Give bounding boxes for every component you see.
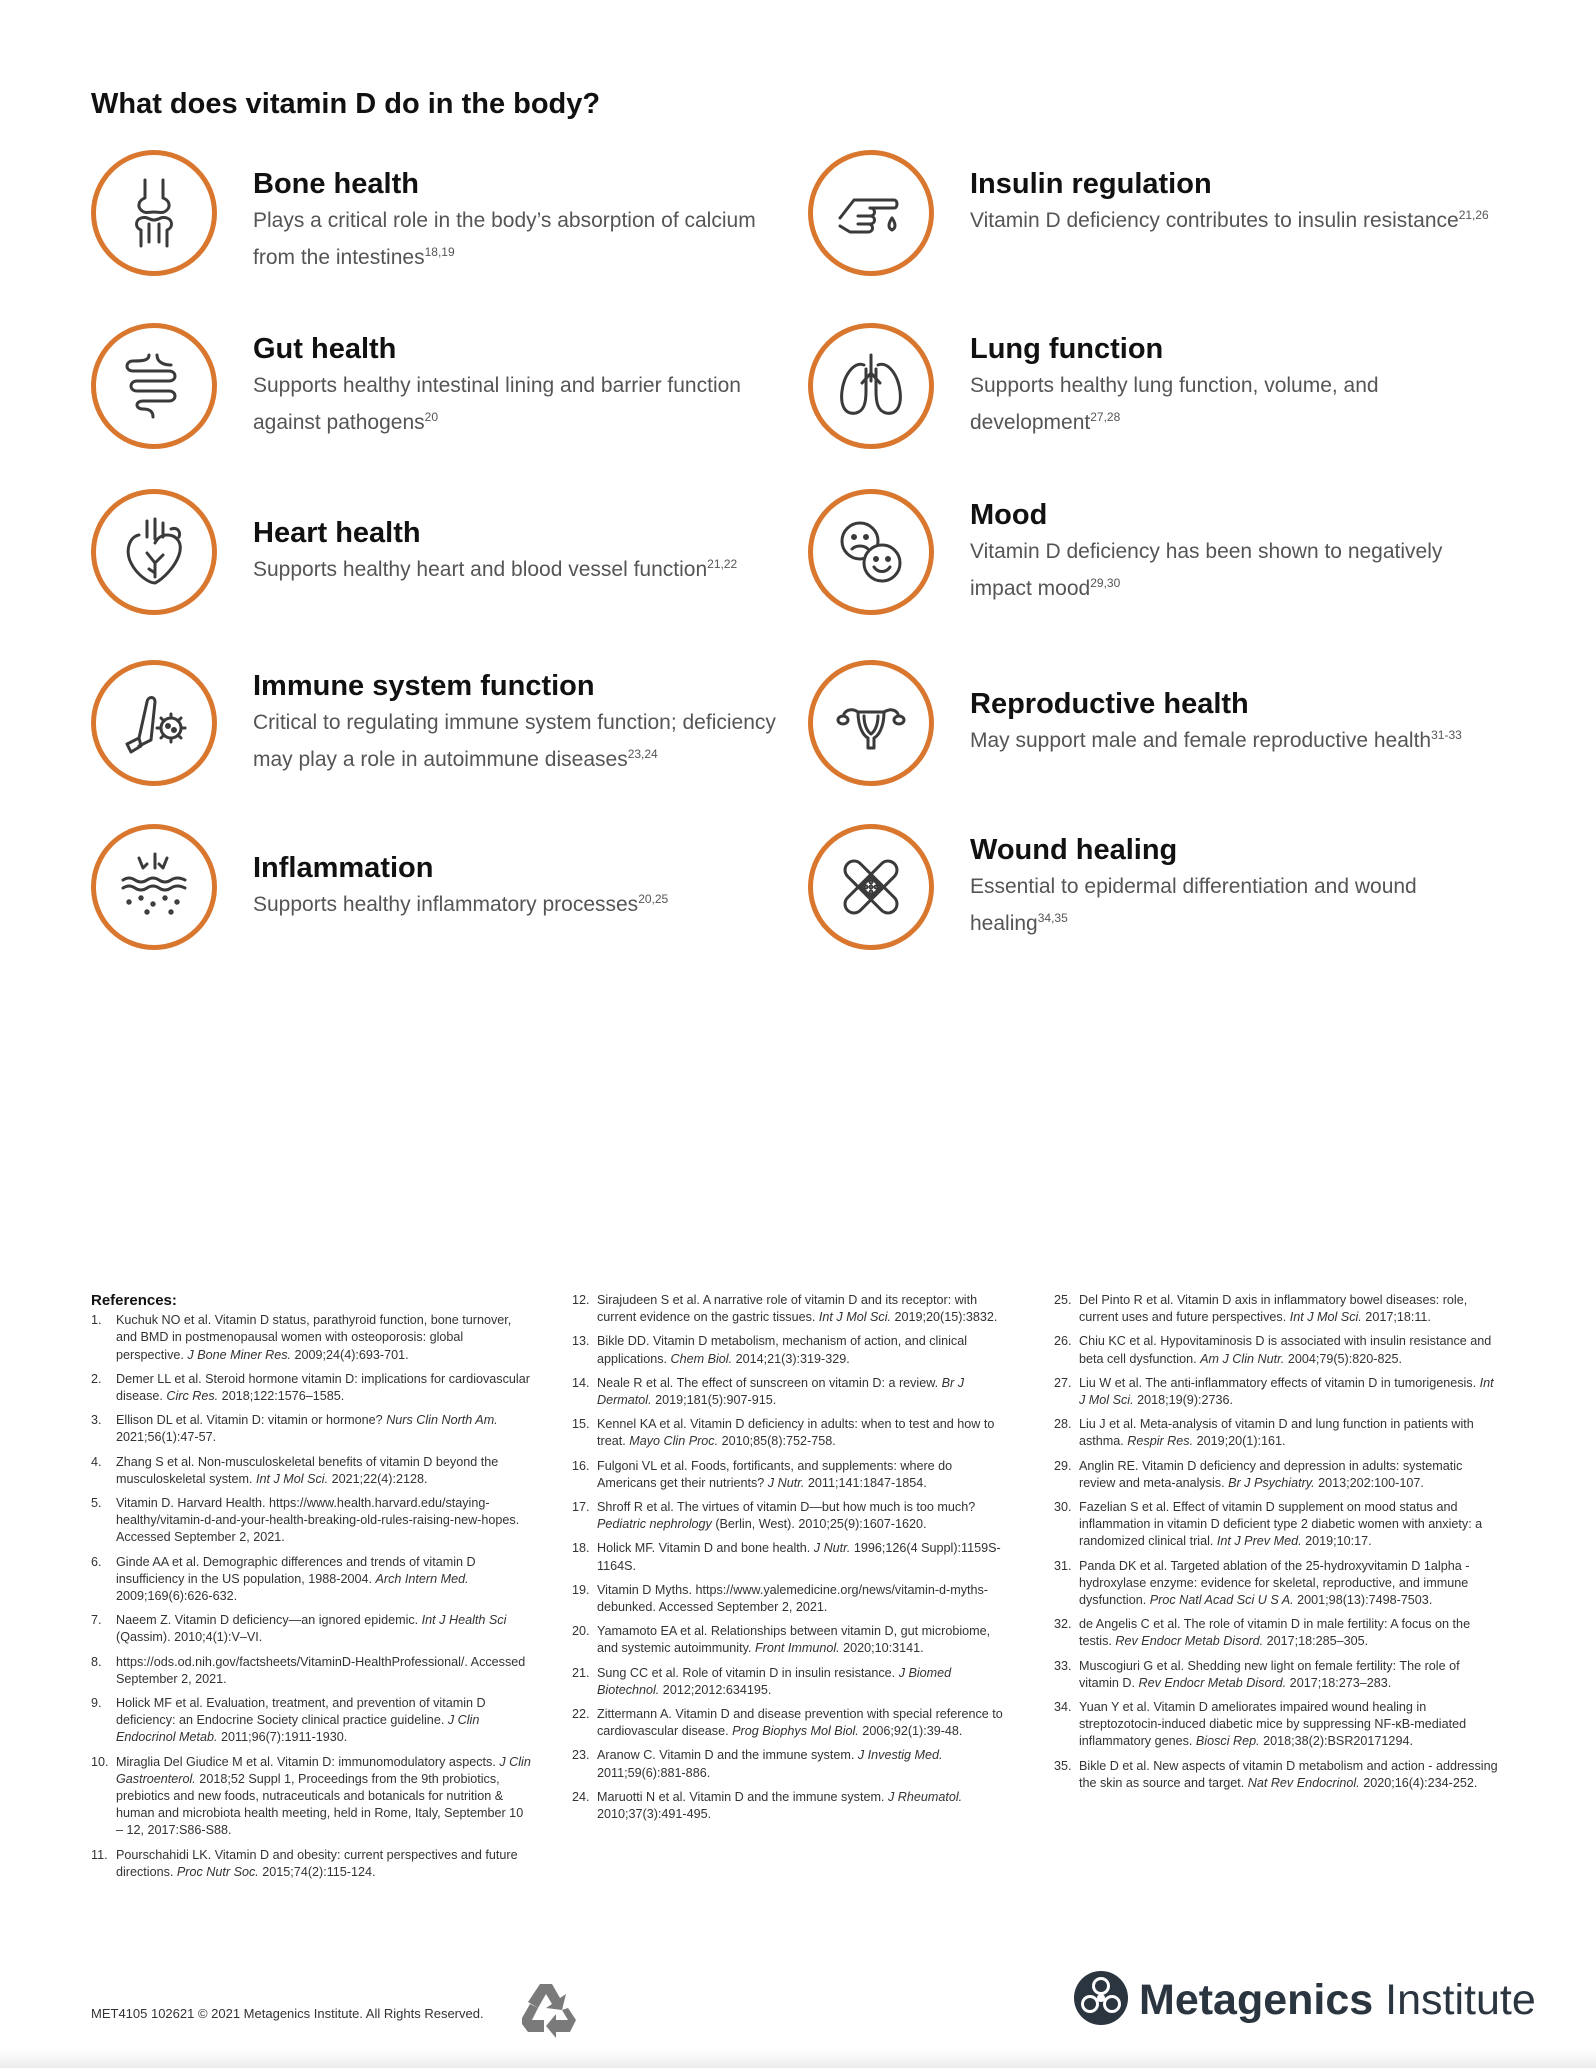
reference-item [572,1375,1012,1409]
reference-citation: 2004;79(5):820-825. [1284,1351,1402,1366]
reference-journal: Proc Nutr Soc. [176,1864,259,1879]
reference-journal: J Nutr. [813,1541,851,1556]
reference-citation: 2020;16(4):234-252. [1359,1775,1478,1790]
reference-text: Yuan Y et al. Vitamin D ameliorates impaired wound healing in streptozotocin-induced diabetic mice by suppressing NF-κB-mediated inflammatory genes. [1079,1700,1467,1749]
reference-journal: Front Immunol. [754,1641,840,1656]
reference-item [91,1754,531,1840]
reference-citation: 2011;141:1847-1854. [804,1475,927,1490]
reference-text: Holick MF. Vitamin D and bone health. [597,1541,814,1556]
heart-icon [91,489,217,615]
reference-journal: J Clin Endocrinol Metab. [116,1713,480,1745]
reference-journal: Br J Dermatol. [597,1375,965,1408]
reference-number: 10. [91,1754,109,1769]
reference-citation: 2010;85(8):752-758. [718,1434,836,1449]
immune-shield-icon [91,660,217,786]
reference-citation: 2009;169(6):626-632. [116,1589,238,1604]
reference-text: Pourschahidi LK. Vitamin D and obesity: current perspectives and future directions. [116,1847,518,1879]
reference-text: Sirajudeen S et al. A narrative role of vitamin D and its receptor: with current evidence on the gastric tissues. [597,1293,978,1325]
reference-text: Chiu KC et al. Hypovitaminosis D is associated with insulin resistance and beta cell dysfunction. [1079,1334,1492,1366]
reference-number: 29. [1054,1458,1072,1473]
reference-number: 28. [1054,1417,1072,1432]
feature-heart-health [91,489,738,629]
feature-description: Vitamin D deficiency has been shown to negatively impact mood$^{29,30}$ [970,540,1443,600]
reference-number: 25. [1054,1293,1072,1307]
reference-item [91,1654,531,1688]
reference-journal: Prog Biophys Mol Biol. [732,1724,859,1739]
reference-number: 35. [1054,1758,1072,1773]
reference-citation: 2020;10:3141. [839,1641,924,1656]
reference-journal: Biosci Rep. [1195,1734,1260,1749]
feature-description: Plays a critical role in the body’s absorption of calcium from the intestines$^{18,19}$ [253,209,756,269]
feature-title: Heart health [253,517,421,549]
feature-description: Supports healthy intestinal lining and barrier function against pathogens$^{20}$ [253,374,741,434]
reference-text: Del Pinto R et al. Vitamin D axis in inflammatory bowel diseases: role, current uses and future perspectives. [1079,1293,1468,1325]
feature-description: Supports healthy heart and blood vessel function$^{21,22}$ [253,557,738,581]
reference-citation: 2021;56(1):47-57. [116,1430,217,1445]
reference-text: Fazelian S et al. Effect of vitamin D supplement on mood status and inflammation in vitamin D deficient type 2 diabetic women with anxiety: a randomized clinical trial. [1079,1500,1483,1549]
reference-number: 15. [572,1417,590,1432]
reference-number: 8. [91,1654,102,1669]
feature-description: Supports healthy lung function, volume, and development$^{27,28}$ [970,374,1379,434]
footer-copyright: MET4105 102621 © 2021 Metagenics Institute. All Rights Reserved. [91,2006,484,2021]
feature-title: Insulin regulation [970,168,1212,200]
reference-text: Zittermann A. Vitamin D and disease prevention with special reference to cardiovascular disease. [597,1707,1003,1739]
reference-journal: Int J Prev Med. [1216,1534,1302,1549]
reference-number: 27. [1054,1375,1072,1390]
reference-journal: Int J Health Sci [421,1613,507,1628]
reference-text: Bikle DD. Vitamin D metabolism, mechanism of action, and clinical applications. [597,1334,968,1366]
feature-reproductive-health [808,660,1462,800]
reference-number: 26. [1054,1334,1072,1349]
reference-text: Aranow C. Vitamin D and the immune system. [597,1748,858,1763]
reference-number: 6. [91,1554,102,1569]
reference-item [572,1582,1012,1616]
feature-lung-function [808,323,1448,463]
reference-number: 24. [572,1789,590,1804]
feature-description: Critical to regulating immune system function; deficiency may play a role in autoimmune diseases$^{23,24}$ [253,711,776,771]
feature-mood [808,489,1448,629]
feature-gut-health [91,323,741,463]
references-title: References: [91,1292,177,1309]
reference-number: 11. [91,1847,108,1862]
reference-journal: J Bone Miner Res. [187,1347,291,1362]
reference-citation: 2001;98(13):7498-7503. [1293,1593,1433,1608]
reference-number: 17. [572,1500,590,1515]
reference-citation: 2018;19(9):2736. [1133,1393,1234,1408]
feature-wound-healing [808,824,1448,964]
reference-journal: J Investig Med. [857,1748,943,1763]
reference-text: Miraglia Del Giudice M et al. Vitamin D: immunomodulatory aspects. [116,1754,500,1769]
feature-title: Immune system function [253,670,595,702]
reference-item [1054,1499,1502,1551]
reference-citation: 2010;37(3):491-495. [597,1807,712,1822]
reference-item [1054,1416,1502,1450]
reference-item [1054,1458,1502,1492]
reference-item [572,1499,1012,1533]
reference-journal: Int J Mol Sci. [818,1310,891,1325]
reference-item [572,1292,1012,1326]
reference-item [91,1412,531,1446]
feature-inflammation [91,824,731,964]
bone-joint-icon [91,150,217,276]
reference-citation: 2019;20(15):3832. [891,1310,998,1325]
reference-item [91,1454,531,1488]
reference-journal: J Rheumatol. [887,1789,963,1804]
reference-journal: Int J Mol Sci. [255,1471,329,1486]
reference-citation: 2021;22(4):2128. [328,1471,428,1486]
reference-text: Naeem Z. Vitamin D deficiency—an ignored epidemic. [116,1613,422,1628]
reference-item [1054,1375,1502,1409]
reference-text: Kennel KA et al. Vitamin D deficiency in adults: when to test and how to treat. [597,1417,995,1449]
reference-citation: 2011;96(7):1911-1930. [217,1730,348,1745]
references-col-2 [572,1292,1012,1830]
reference-journal: Respir Res. [1127,1434,1194,1449]
uterus-icon [808,660,934,786]
reference-text: Yamamoto EA et al. Relationships between vitamin D, gut microbiome, and systemic autoimmunity. [597,1624,991,1656]
reference-number: 19. [572,1582,590,1597]
page-title: What does vitamin D do in the body? [91,88,601,120]
reference-item [1054,1333,1502,1367]
reference-citation: (Qassim). 2010;4(1):V–VI. [116,1630,263,1645]
reference-citation: 2006;92(1):39-48. [858,1724,963,1739]
reference-number: 21. [572,1665,590,1680]
reference-text: Panda DK et al. Targeted ablation of the 25-hydroxyvitamin D 1alpha -hydroxylase enzyme: evidence for skeletal, reproductive, and immune dysfunction. [1079,1558,1470,1608]
reference-text: Ginde AA et al. Demographic differences and trends of vitamin D insufficiency in the US population, 1988-2004. [116,1554,476,1586]
reference-citation: 2015;74(2):115-124. [258,1864,376,1879]
reference-number: 14. [572,1375,590,1390]
reference-text: Neale R et al. The effect of sunscreen on vitamin D: a review. [597,1375,942,1390]
reference-citation: 2011;59(6):881-886. [597,1765,711,1780]
reference-item [1054,1558,1502,1610]
reference-number: 16. [572,1458,590,1473]
reference-text: Bikle D et al. New aspects of vitamin D metabolism and action - addressing the skin as source and target. [1079,1758,1498,1790]
reference-number: 4. [91,1454,102,1469]
finger-prick-icon [808,150,934,276]
reference-text: Vitamin D Myths. https://www.yalemedicine.org/news/vitamin-d-myths-debunked. Accessed September 2, 2021. [597,1582,988,1615]
reference-item [91,1312,531,1364]
reference-number: 12. [572,1293,590,1307]
reference-journal: J Clin Gastroenterol. [116,1754,531,1786]
references-col-3 [1054,1292,1502,1799]
reference-citation: 2018;52 Suppl 1, Proceedings from the 9th probiotics, prebiotics and new foods, nutraceuticals and botanicals for nutrition & human and microbiota health meeting, held in Rome, Italy, September 10 – 12, 2017:S86-S88. [116,1771,524,1838]
reference-citation: 2019;10:17. [1301,1534,1372,1549]
reference-item [1054,1699,1502,1751]
bottom-bar [0,2048,1596,2068]
reference-citation: 2018;122:1576–1585. [218,1389,345,1404]
reference-number: 13. [572,1334,590,1349]
reference-item [91,1371,531,1405]
references-col-1 [91,1292,531,1888]
feature-description: Supports healthy inflammatory processes$^{20,25}$ [253,892,669,916]
reference-text: Demer LL et al. Steroid hormone vitamin D: implications for cardiovascular disease. [116,1371,530,1404]
reference-item [572,1623,1012,1657]
reference-text: Maruotti N et al. Vitamin D and the immune system. [597,1789,888,1804]
reference-journal: Arch Intern Med. [375,1571,469,1586]
feature-description: Essential to epidermal differentiation and wound healing$^{34,35}$ [970,875,1417,935]
reference-item [572,1706,1012,1740]
reference-text: Liu W et al. The anti-inflammatory effects of vitamin D in tumorigenesis. [1079,1375,1480,1390]
reference-journal: Am J Clin Nutr. [1200,1351,1285,1366]
reference-number: 31. [1054,1558,1072,1573]
bandage-icon [808,824,934,950]
reference-text: Shroff R et al. The virtues of vitamin D—but how much is too much? [597,1500,976,1515]
reference-item [572,1540,1012,1574]
reference-text: Anglin RE. Vitamin D deficiency and depression in adults: systematic review and meta-analysis. [1079,1458,1463,1490]
feature-insulin-regulation [808,150,1489,290]
reference-citation: 2017;18:11. [1361,1310,1431,1325]
reference-number: 2. [91,1371,102,1386]
reference-journal: Br J Psychiatry. [1228,1475,1315,1490]
reference-citation: 2019;181(5):907-915. [651,1393,777,1408]
feature-title: Gut health [253,333,397,365]
reference-number: 30. [1054,1500,1072,1515]
reference-text: Zhang S et al. Non-musculoskeletal benefits of vitamin D beyond the musculoskeletal system. [116,1454,499,1486]
reference-journal: Mayo Clin Proc. [629,1434,719,1449]
metagenics-logo [1073,1970,1536,2030]
mood-faces-icon [808,489,934,615]
feature-immune-system [91,660,776,800]
reference-text: Holick MF et al. Evaluation, treatment, and prevention of vitamin D deficiency: an Endocrine Society clinical practice guideline. [116,1696,486,1728]
reference-journal: Proc Natl Acad Sci U S A. [1149,1593,1294,1608]
feature-description: Vitamin D deficiency contributes to insulin resistance$^{21,26}$ [970,208,1489,232]
reference-number: 20. [572,1624,590,1639]
reference-item [572,1416,1012,1450]
feature-title: Mood [970,499,1048,531]
reference-citation: 2013;202:100-107. [1314,1475,1424,1490]
reference-journal: J Biomed Biotechnol. [597,1665,952,1697]
lungs-icon [808,323,934,449]
reference-number: 23. [572,1748,590,1763]
reference-text: Ellison DL et al. Vitamin D: vitamin or hormone? [116,1413,387,1428]
reference-citation: 2012;2012:634195. [659,1682,772,1697]
reference-text: de Angelis C et al. The role of vitamin D in male fertility: A focus on the testis. [1079,1617,1471,1649]
reference-journal: Circ Res. [166,1389,219,1404]
feature-title: Reproductive health [970,688,1249,720]
reference-item [572,1458,1012,1492]
reference-journal: Pediatric nephrology [597,1517,712,1532]
reference-text: Sung CC et al. Role of vitamin D in insulin resistance. [597,1665,899,1680]
reference-number: 33. [1054,1658,1072,1673]
reference-text: Kuchuk NO et al. Vitamin D status, parathyroid function, bone turnover, and BMD in postmenopausal women with osteoporosis: global perspective. [116,1313,512,1362]
feature-bone-health [91,150,756,290]
reference-citation: 1996;126(4 Suppl):1159S-1164S. [597,1541,1001,1573]
reference-citation: 2017;18:273–283. [1286,1675,1392,1690]
reference-journal: Chem Biol. [670,1351,733,1366]
reference-citation: (Berlin, West). 2010;25(9):1607-1620. [711,1517,927,1532]
reference-journal: Rev Endocr Metab Disord. [1115,1634,1264,1649]
reference-citation: 2009;24(4):693-701. [291,1347,409,1362]
reference-text: Liu J et al. Meta-analysis of vitamin D and lung function in patients with asthma. [1079,1417,1474,1449]
reference-text: Muscogiuri G et al. Shedding new light on female fertility: The role of vitamin D. [1079,1658,1460,1690]
reference-journal: Rev Endocr Metab Disord. [1138,1675,1287,1690]
reference-item [91,1847,531,1881]
reference-item [91,1495,531,1547]
reference-item [91,1554,531,1606]
reference-number: 18. [572,1541,590,1556]
reference-item [91,1612,531,1646]
reference-number: 9. [91,1696,102,1711]
reference-text: Fulgoni VL et al. Foods, fortificants, and supplements: where do Americans get their nutrients? [597,1458,953,1490]
reference-item [572,1747,1012,1781]
metagenics-logo-text: Metagenics Institute [1139,1976,1536,2024]
intestine-icon [91,323,217,449]
reference-text: Vitamin D. Harvard Health. https://www.health.harvard.edu/staying-healthy/vitamin-d-and-your-health-breaking-old-rules-raising-new-hopes. Accessed September 2, 2021. [116,1496,520,1545]
reference-item [572,1789,1012,1823]
skin-inflammation-icon [91,824,217,950]
reference-journal: Int J Mol Sci. [1079,1375,1494,1408]
feature-title: Inflammation [253,852,434,884]
reference-number: 5. [91,1496,102,1511]
feature-title: Wound healing [970,834,1178,866]
reference-number: 34. [1054,1700,1072,1715]
reference-citation: 2019;20(1):161. [1193,1434,1286,1449]
reference-journal: Int J Mol Sci. [1289,1310,1362,1325]
reference-item [1054,1758,1502,1792]
recycle-icon [518,1980,580,2038]
reference-item [1054,1616,1502,1650]
reference-citation: 2014;21(3):319-329. [732,1351,850,1366]
reference-item [1054,1292,1502,1326]
reference-item [1054,1658,1502,1692]
feature-title: Bone health [253,168,419,200]
feature-description: May support male and female reproductive health$^{31-33}$ [970,728,1462,752]
feature-title: Lung function [970,333,1164,365]
reference-number: 7. [91,1613,102,1628]
reference-citation: 2018;38(2):BSR20171294. [1259,1734,1413,1749]
metagenics-logo-mark [1073,1970,1129,2026]
reference-number: 32. [1054,1617,1072,1632]
reference-number: 3. [91,1413,102,1428]
reference-journal: J Nutr. [767,1475,805,1490]
reference-number: 1. [91,1313,102,1328]
reference-item [572,1333,1012,1367]
reference-citation: 2017;18:285–305. [1263,1634,1369,1649]
reference-journal: Nurs Clin North Am. [386,1413,498,1428]
reference-text: https://ods.od.nih.gov/factsheets/VitaminD-HealthProfessional/. Accessed September 2, 2021. [116,1654,526,1686]
reference-item [91,1695,531,1747]
reference-journal: Nat Rev Endocrinol. [1247,1775,1360,1790]
reference-number: 22. [572,1707,590,1722]
reference-item [572,1665,1012,1699]
